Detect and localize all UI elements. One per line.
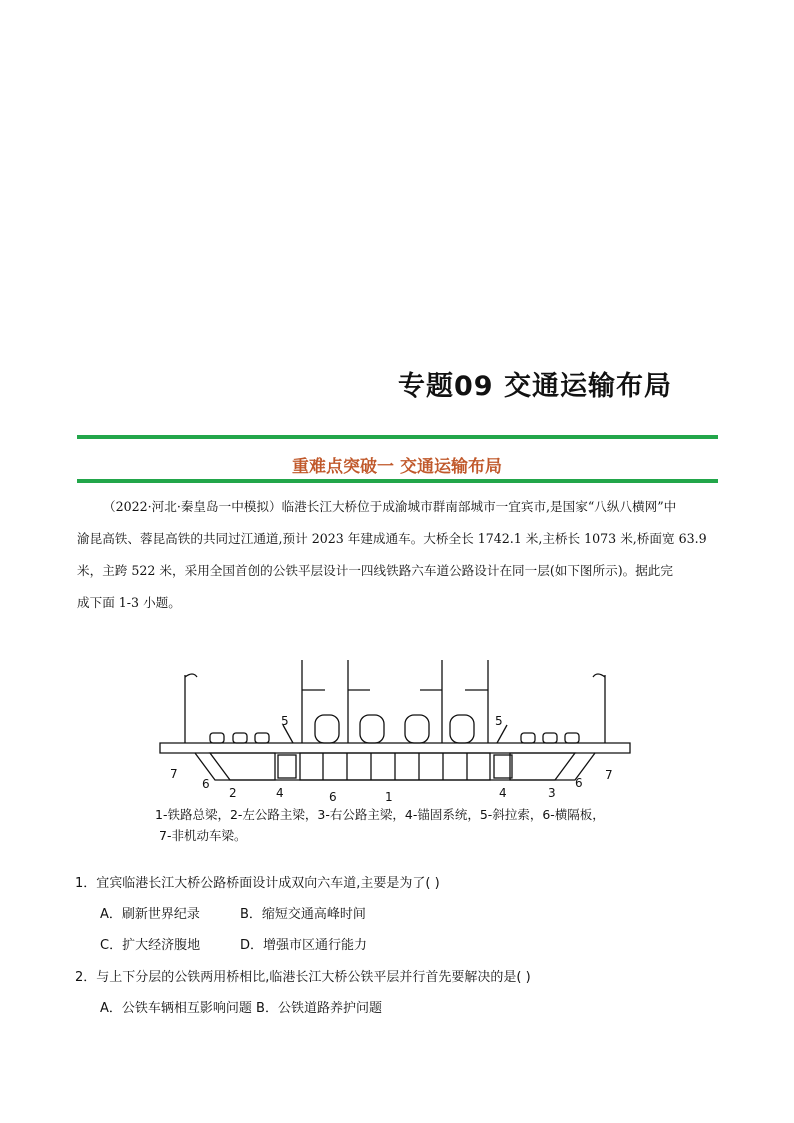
train-3	[405, 715, 429, 743]
q1-option-c: C．扩大经济腹地	[100, 938, 201, 953]
page-title: 专题09 交通运输布局	[398, 371, 672, 402]
label-5-left: 5	[281, 714, 289, 728]
left-road-girder	[210, 753, 275, 780]
caption-line-1: 1-铁路总梁，2-左公路主梁，3-右公路主梁，4-锚固系统，5-斜拉索，6-横隔板，	[155, 807, 605, 822]
label-6-left: 6	[202, 777, 210, 791]
label-7-left: 7	[170, 767, 178, 781]
q2-options-ab: A．公铁车辆相互影响问题 B．公铁道路养护问题	[100, 1001, 382, 1016]
figure-caption	[155, 804, 635, 846]
section-heading: 重难点突破一 交通运输布局	[292, 457, 502, 477]
label-2: 2	[229, 786, 237, 800]
caption-line-2: 7-非机动车梁。	[159, 828, 247, 843]
top-divider	[77, 435, 718, 439]
bridge-cross-section-figure	[155, 655, 635, 820]
label-1: 1	[385, 790, 393, 804]
label-6-right: 6	[575, 776, 583, 790]
right-road-girder	[510, 753, 575, 780]
label-3: 3	[548, 786, 556, 800]
intro-line-3: 米，主跨 522 米，采用全国首创的公铁平层设计一四线铁路六车道公路设计在同一层(如下图所示)。据此完	[77, 563, 673, 578]
intro-line-2: 渝昆高铁、蓉昆高铁的共同过江通道,预计 2023 年建成通车。大桥全长 1742.1 米,主桥长 1073 米,桥面宽 63.9	[77, 531, 707, 546]
label-5-right: 5	[495, 714, 503, 728]
label-7-right: 7	[605, 768, 613, 782]
train-2	[360, 715, 384, 743]
q1-option-b: B．缩短交通高峰时间	[240, 907, 366, 922]
label-6-mid: 6	[329, 790, 337, 804]
label-4-right: 4	[499, 786, 507, 800]
question-1-stem: 1．宜宾临港长江大桥公路桥面设计成双向六车道,主要是为了( )	[75, 876, 440, 891]
intro-line-1: （2022·河北·秦皇岛一中模拟）临港长江大桥位于成渝城市群南部城市一宜宾市,是国家“八纵八横网”中	[103, 499, 677, 514]
train-4	[450, 715, 474, 743]
label-4-left: 4	[276, 786, 284, 800]
q1-option-d: D．增强市区通行能力	[240, 938, 368, 953]
question-2-stem: 2．与上下分层的公铁两用桥相比,临港长江大桥公铁平层并行首先要解决的是( )	[75, 970, 531, 985]
q1-option-a: A．刷新世界纪录	[100, 907, 200, 922]
bottom-divider	[77, 479, 718, 483]
intro-line-4: 成下面 1-3 小题。	[77, 595, 181, 610]
train-1	[315, 715, 339, 743]
